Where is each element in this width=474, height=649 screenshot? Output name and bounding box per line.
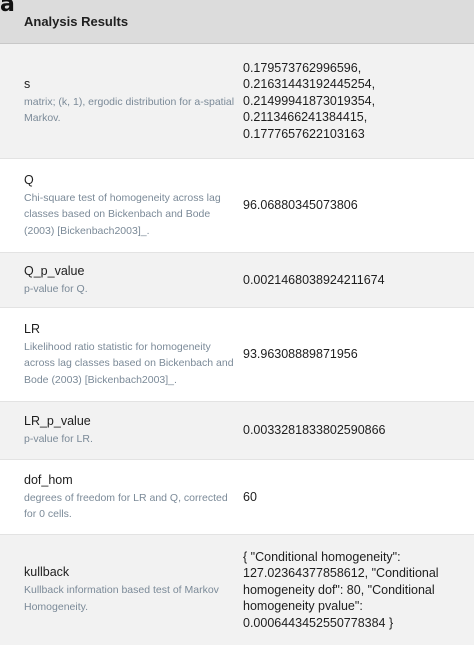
value-line: 60 <box>243 489 257 504</box>
result-row-lr-p-value <box>0 402 474 460</box>
value-line: 0.21631443192445254, <box>243 77 376 92</box>
value-cell <box>237 308 474 402</box>
value-line: homogeneity dof": 80, "Conditional <box>243 582 435 597</box>
result-row-lr <box>0 308 474 402</box>
result-row-kullback <box>0 535 474 645</box>
value-line: 0.0021468038924211674 <box>243 272 385 287</box>
value-line: homogeneity pvalue": <box>243 599 363 613</box>
table-header: Analysis Results <box>0 0 474 44</box>
panel-label: a <box>0 0 15 17</box>
param-cell <box>0 159 237 253</box>
param-description: p-value for Q. <box>24 282 88 295</box>
param-description: Likelihood ratio statistic for homogeneity across lag classes based on Bickenbach and Bode (2003) [Bickenbach2003]_. <box>24 340 234 386</box>
param-name: dof_hom <box>24 472 73 487</box>
value-line: 0.003328183380259086​6 <box>243 423 386 438</box>
value-cell <box>237 535 474 645</box>
value-line: { "Conditional homogeneity": <box>243 549 401 564</box>
param-name: LR <box>24 321 40 336</box>
param-cell <box>0 460 237 535</box>
param-description: Kullback information based test of Markov Homogeneity. <box>24 584 219 613</box>
param-cell <box>0 308 237 402</box>
value-line: 0.1777657622103163 <box>243 126 365 141</box>
value-line: 127.02364377858612, "Conditional <box>243 566 439 580</box>
value-line: 0.0006443452550778384 } <box>243 615 394 630</box>
value-line: 93.96308889871956 <box>243 347 358 362</box>
value-cell <box>237 460 474 535</box>
param-description: p-value for LR. <box>24 433 93 446</box>
param-name: LR_p_value <box>24 414 91 429</box>
value-line: 0.21499941873019354, <box>243 93 376 108</box>
param-cell <box>0 44 237 159</box>
param-cell <box>0 402 237 460</box>
value-line: 0.179573762996596, <box>243 60 362 75</box>
result-row-s <box>0 44 474 159</box>
param-cell <box>0 535 237 645</box>
table-header-row <box>0 0 474 44</box>
value-line: 96.06880345073806 <box>243 198 358 213</box>
param-cell <box>0 253 237 308</box>
value-cell <box>237 253 474 308</box>
param-description: Chi-square test of homogeneity across lag classes based on Bickenbach and Bode (2003) [Bickenbach2003]_. <box>24 191 221 237</box>
value-cell <box>237 402 474 460</box>
param-name: kullback <box>24 565 70 580</box>
param-name: s <box>24 76 31 91</box>
result-row-q <box>0 159 474 253</box>
param-name: Q_p_value <box>24 263 85 278</box>
result-row-q-p-value <box>0 253 474 308</box>
param-description: degrees of freedom for LR and Q, corrected for 0 cells. <box>24 491 228 520</box>
value-line: 0.2113466241384415, <box>243 110 368 125</box>
value-cell <box>237 159 474 253</box>
param-name: Q <box>24 172 34 187</box>
param-description: matrix; (k, 1), ergodic distribution for a-spatial Markov. <box>24 95 235 124</box>
result-row-dof-hom <box>0 460 474 535</box>
value-cell <box>237 44 474 159</box>
